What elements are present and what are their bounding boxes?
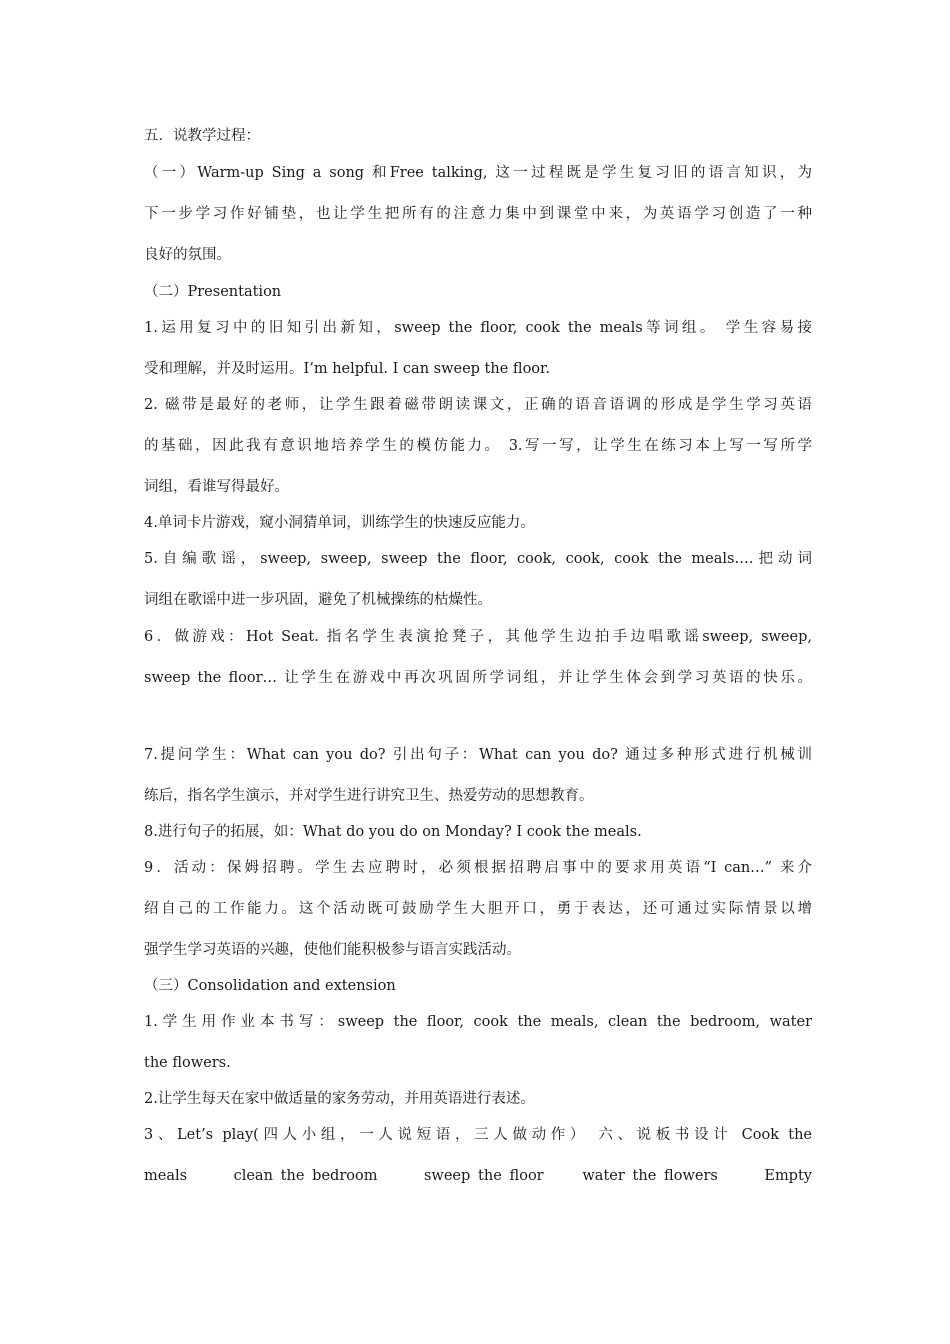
paragraph-line: the flowers. (144, 1055, 231, 1071)
paragraph-line: 词组在歌谣中进一步巩固，避免了机械操练的枯燥性。 (144, 592, 492, 608)
paragraph-line: 9．活动：保姆招聘。学生去应聘时，必须根据招聘启事中的要求用英语“I can…” 来介 (144, 860, 812, 876)
paragraph-line: （一）Warm-up Sing a song 和Free talking, 这一过程既是学生复习旧的语言知识，为 (144, 165, 812, 181)
paragraph-line: 7.提问学生：What can you do? 引出句子：What can you do? 通过多种形式进行机械训 (144, 747, 812, 763)
paragraph-line: 强学生学习英语的兴趣，使他们能积极参与语言实践活动。 (144, 942, 521, 958)
paragraph-line: 2. 磁带是最好的老师，让学生跟着磁带朗读课文，正确的语音语调的形成是学生学习英语 (144, 397, 812, 413)
section-heading: 五．说教学过程： (144, 128, 260, 144)
paragraph-line: 的基础，因此我有意识地培养学生的模仿能力。 3.写一写，让学生在练习本上写一写所学 (144, 438, 812, 454)
paragraph-line: 4.单词卡片游戏，窥小洞猜单词，训练学生的快速反应能力。 (144, 515, 535, 531)
paragraph-line: 下一步学习作好铺垫，也让学生把所有的注意力集中到课堂中来，为英语学习创造了一种 (144, 206, 812, 222)
paragraph-line: 6．做游戏：Hot Seat. 指名学生表演抢凳子，其他学生边拍手边唱歌谣sweep, sweep, (144, 629, 812, 645)
paragraph-line: 2.让学生每天在家中做适量的家务劳动，并用英语进行表述。 (144, 1091, 535, 1107)
paragraph-line: 受和理解，并及时运用。I’m helpful. I can sweep the floor. (144, 361, 550, 377)
paragraph-line: 练后，指名学生演示，并对学生进行讲究卫生、热爱劳动的思想教育。 (144, 788, 594, 804)
paragraph-line: 5.自编歌谣，sweep, sweep, sweep the floor, cook, cook, cook the meals.…把动词 (144, 551, 812, 567)
paragraph-line: 1.运用复习中的旧知引出新知，sweep the floor, cook the meals等词组。 学生容易接 (144, 320, 812, 336)
subsection-heading: （三）Consolidation and extension (144, 978, 396, 994)
paragraph-line: sweep the floor… 让学生在游戏中再次巩固所学词组，并让学生体会到学习英语的快乐。 (144, 670, 812, 686)
paragraph-line: 1.学生用作业本书写：sweep the floor, cook the meals, clean the bedroom, water (144, 1014, 812, 1030)
paragraph-line: 词组，看谁写得最好。 (144, 479, 289, 495)
subsection-heading: （二）Presentation (144, 284, 282, 300)
paragraph-line: 8.进行句子的拓展，如：What do you do on Monday? I cook the meals. (144, 824, 642, 840)
paragraph-line: 3、Let’s play(四人小组，一人说短语，三人做动作） 六、说板书设计 Cook the (144, 1127, 812, 1143)
paragraph-line: 绍自己的工作能力。这个活动既可鼓励学生大胆开口，勇于表达，还可通过实际情景以增 (144, 901, 812, 917)
paragraph-line: meals clean the bedroom sweep the floor water the flowers Empty (144, 1168, 812, 1184)
paragraph-line: 良好的氛围。 (144, 247, 231, 263)
